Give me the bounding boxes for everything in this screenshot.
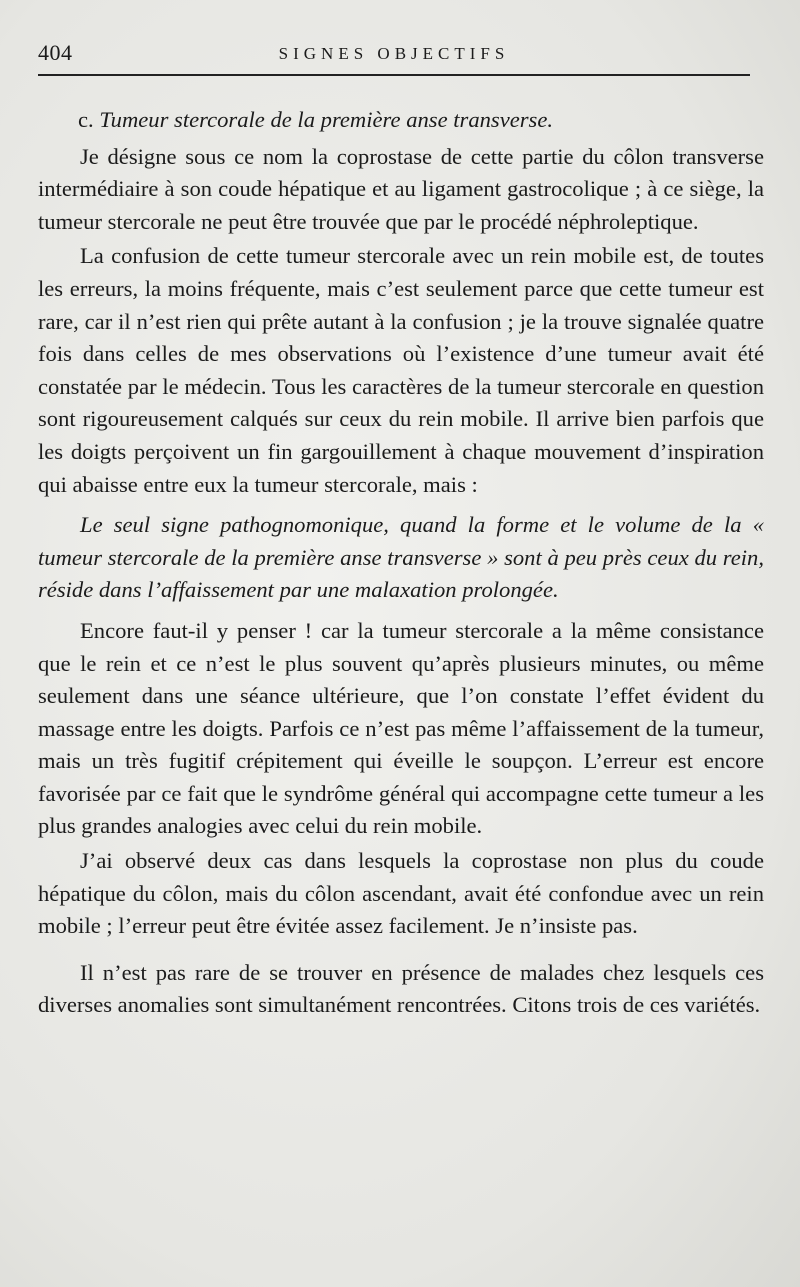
paragraph-1: Je désigne sous ce nom la coprostase de cette partie du côlon transverse intermédiaire à son coude hépatique et au ligament gastrocolique ; à ce siège, la tumeur stercorale ne peut être trouvée que par le procédé néphroleptique. [38, 143, 764, 234]
paragraph-quote: Le seul signe pathognomonique, quand la forme et le volume de la « tumeur stercorale de la première anse transverse » sont à peu près ceux du rein, réside dans l’affaissement par une malaxation prolongée. [38, 512, 764, 603]
paragraph-6: Il n’est pas rare de se trouver en présence de malades chez lesquels ces diverses anomalies sont simultanément rencontrées. Citons trois de ces variétés. [38, 959, 764, 1018]
section-letter: c. [78, 107, 94, 132]
paragraph-5: J’ai observé deux cas dans lesquels la coprostase non plus du coude hépatique du côlon, mais du côlon ascendant, avait été confondue avec un rein mobile ; l’erreur peut être évitée assez facilement. Je n’insiste pas. [38, 848, 764, 939]
running-head: SIGNES OBJECTIFS [278, 44, 510, 63]
header-rule [38, 74, 750, 76]
paragraph-2: La confusion de cette tumeur stercorale avec un rein mobile est, de toutes les erreurs, la moins fréquente, mais c’est seulement parce que cette tumeur est rare, car il n’est rien qui prête autant à la confusion ; je la trouve signalée quatre fois dans celles de mes observations où l’existence d’une tumeur avait été constatée par le médecin. Tous les caractères de la tumeur stercorale en question sont rigoureusement calqués sur ceux du rein mobile. Il arrive bien parfois que les doigts perçoivent un fin gargouillement à chaque mouvement d’inspiration qui abaisse entre eux la tumeur stercorale, mais : [38, 243, 764, 497]
section-title [38, 104, 764, 137]
body-text [38, 104, 764, 1022]
page-header [38, 38, 750, 72]
paragraph-4: Encore faut-il y penser ! car la tumeur stercorale a la même consistance que le rein et ce n’est le plus souvent qu’après plusieurs minutes, ou même seulement dans une séance ultérieure, que l’on constate l’effet évident du massage entre les doigts. Parfois ce n’est pas même l’affaissement de la tumeur, mais un très fugitif crépitement qui éveille le soupçon. L’erreur est encore favorisée par ce fait que le syndrôme général qui accompagne cette tumeur a les plus grandes analogies avec celui du rein mobile. [38, 617, 764, 839]
section-title-text: Tumeur stercorale de la première anse transverse. [99, 107, 554, 132]
page-number: 404 [38, 40, 73, 65]
